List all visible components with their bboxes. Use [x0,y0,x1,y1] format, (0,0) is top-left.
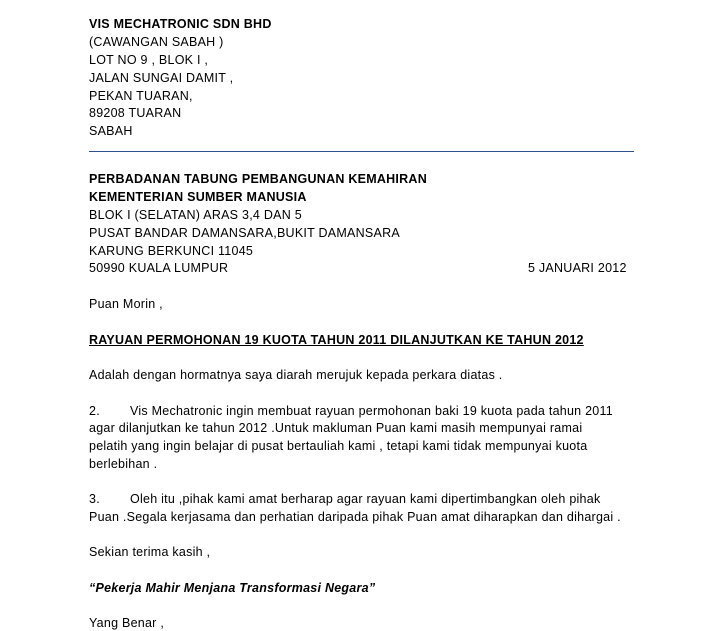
header-divider [89,151,634,152]
recipient-org: PERBADANAN TABUNG PEMBANGUNAN KEMAHIRAN [89,172,427,186]
paragraph-number: 3. [89,492,100,506]
sender-line: (CAWANGAN SABAH ) [89,35,224,49]
recipient-ministry: KEMENTERIAN SUMBER MANUSIA [89,190,307,204]
recipient-line: PUSAT BANDAR DAMANSARA,BUKIT DAMANSARA [89,226,400,240]
salutation: Puan Morin , [89,297,163,311]
recipient-line: BLOK I (SELATAN) ARAS 3,4 DAN 5 [89,208,302,222]
sender-line: LOT NO 9 , BLOK I , [89,53,209,67]
paragraph-3-line: Puan .Segala kerjasama dan perhatian daripada pihak Puan amat diharapkan dan dihargai . [89,510,621,524]
paragraph-2-line: agar dilanjutkan ke tahun 2012 .Untuk makluman Puan kami masih mempunyai ramai [89,421,583,435]
motto: “Pekerja Mahir Menjana Transformasi Negara” [89,581,376,595]
paragraph-number: 2. [89,404,100,418]
recipient-line: KARUNG BERKUNCI 11045 [89,244,254,258]
signoff: Yang Benar , [89,616,165,630]
letter-date: 5 JANUARI 2012 [528,261,627,275]
sender-line: JALAN SUNGAI DAMIT , [89,71,234,85]
opening-paragraph: Adalah dengan hormatnya saya diarah merujuk kepada perkara diatas . [89,368,503,382]
paragraph-2-line: pelatih yang ingin belajar di pusat bertauliah kami , tetapi kami tidak mempunyai kuota [89,439,588,453]
paragraph-text: Vis Mechatronic ingin membuat rayuan permohonan baki 19 kuota pada tahun 2011 [130,404,613,418]
paragraph-2-line: berlebihan . [89,457,158,471]
sender-line: 89208 TUARAN [89,106,182,120]
subject-line: RAYUAN PERMOHONAN 19 KUOTA TAHUN 2011 DILANJUTKAN KE TAHUN 2012 [89,333,584,347]
sender-line: SABAH [89,124,133,138]
paragraph-2-line [89,404,613,419]
recipient-line: 50990 KUALA LUMPUR [89,261,229,275]
sender-line: PEKAN TUARAN, [89,89,193,103]
sender-company: VIS MECHATRONIC SDN BHD [89,17,272,31]
paragraph-3-line [89,492,600,507]
closing-line: Sekian terima kasih , [89,545,211,559]
paragraph-text: Oleh itu ,pihak kami amat berharap agar rayuan kami dipertimbangkan oleh pihak [130,492,601,506]
